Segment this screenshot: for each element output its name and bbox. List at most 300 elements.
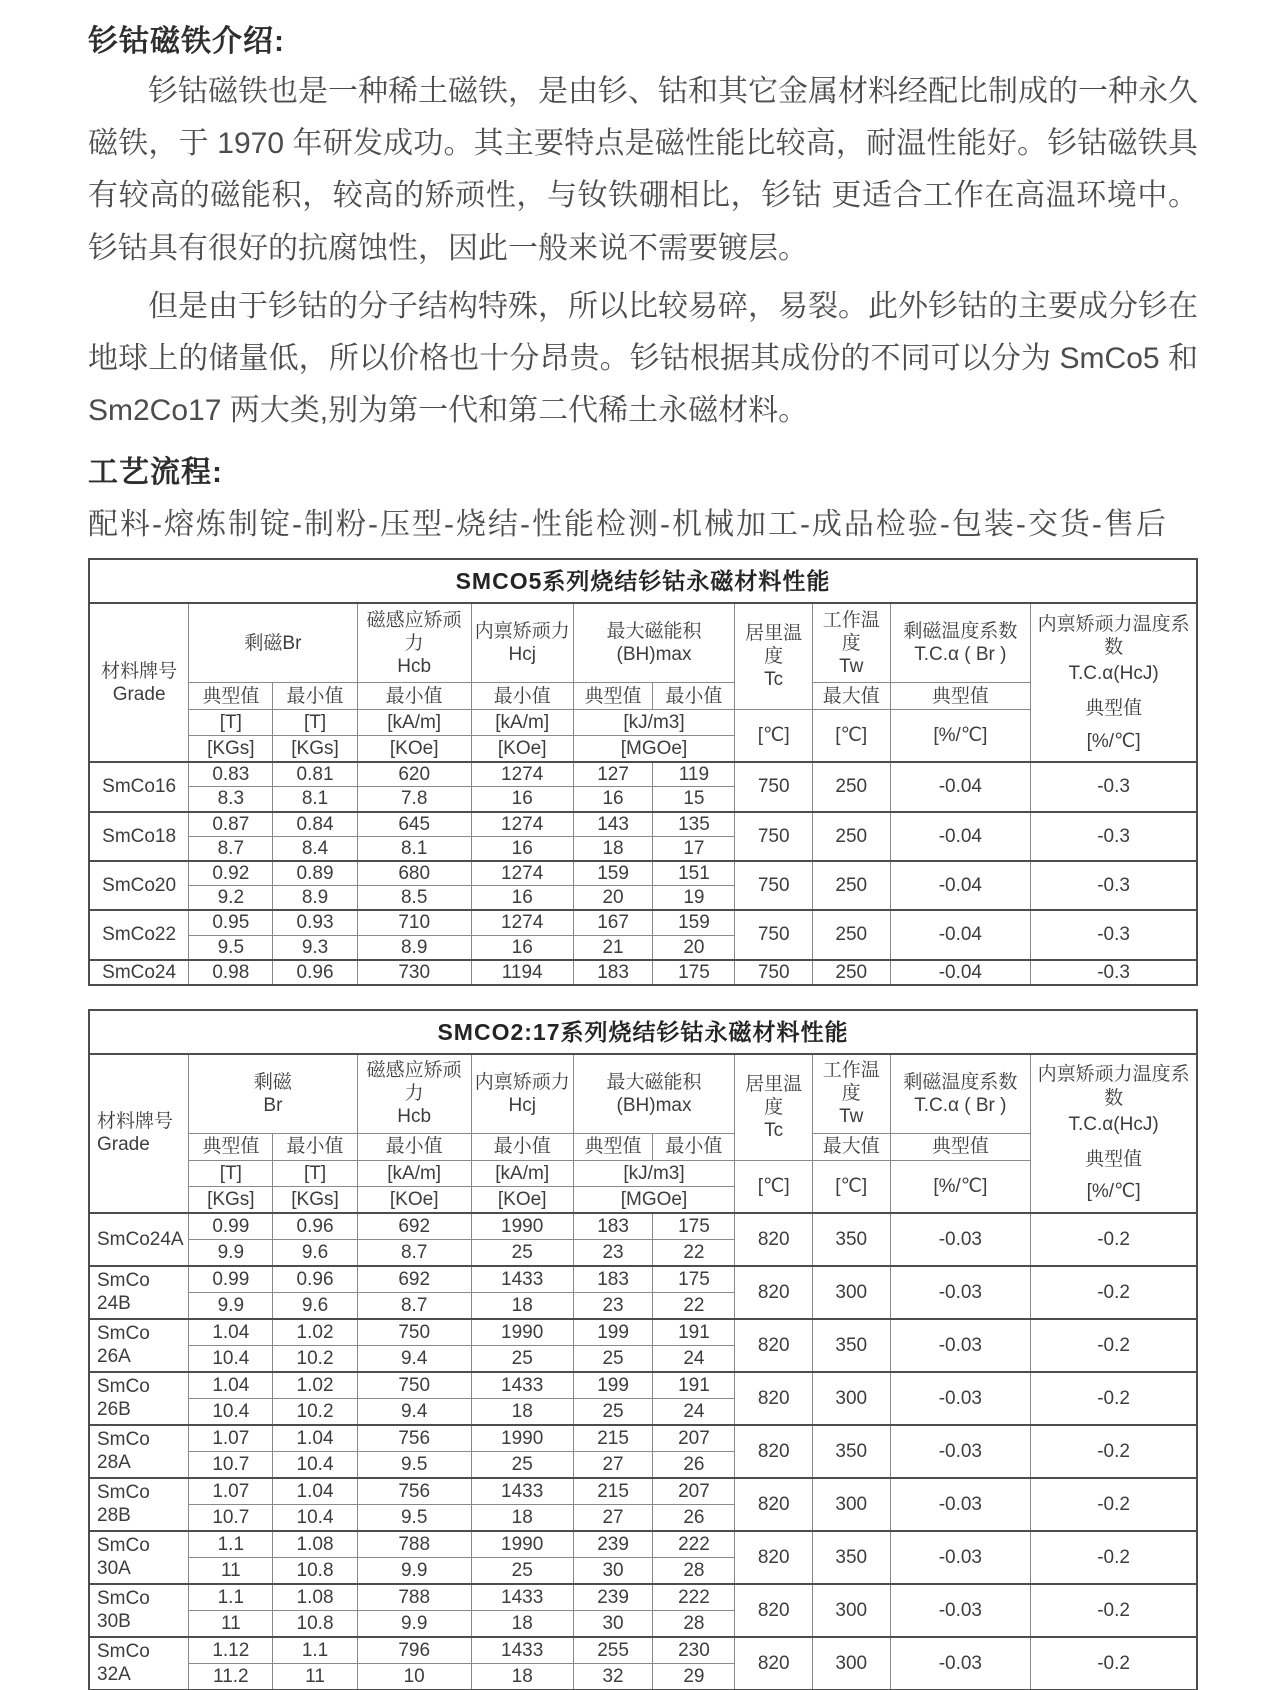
value-cell: 9.9 [189,1239,273,1266]
unit-cell: [℃] [812,1160,890,1213]
tca-br-cell: -0.04 [890,910,1031,959]
value-cell: 750 [357,1372,471,1399]
tca-hcj-cell: -0.3 [1031,960,1197,985]
value-cell: 151 [653,861,735,886]
tca-hcj-cell: -0.2 [1031,1372,1197,1425]
tc-cell: 820 [735,1266,813,1319]
value-cell: 11 [189,1610,273,1637]
unit-cell: [T] [273,710,357,736]
tc-cell: 820 [735,1478,813,1531]
tw-cell: 300 [812,1372,890,1425]
value-cell: 1.07 [189,1478,273,1505]
value-cell: 680 [357,861,471,886]
sub-label: 最小值 [273,683,357,710]
value-cell: 750 [357,1319,471,1346]
process-flow: 配料-熔炼制锭-制粉-压型-烧结-性能检测-机械加工-成品检验-包装-交货-售后 [88,508,1168,542]
value-cell: 8.9 [273,886,357,911]
tca-br-cell: -0.03 [890,1478,1031,1531]
value-cell: 8.1 [357,836,471,861]
value-cell: 1274 [471,812,573,837]
value-cell: 1.02 [273,1319,357,1346]
tca-hcj-cell: -0.3 [1031,762,1197,811]
tw-cell: 300 [812,1637,890,1690]
value-cell: 10.4 [273,1451,357,1478]
value-cell: 27 [573,1504,653,1531]
unit-cell: [KOe] [471,736,573,763]
value-cell: 10.4 [273,1504,357,1531]
col-header-tca-br: 剩磁温度系数 T.C.α ( Br ) [890,1054,1031,1134]
value-cell: 620 [357,762,471,787]
tca-br-cell: -0.03 [890,1319,1031,1372]
tca-br-cell: -0.03 [890,1584,1031,1637]
value-cell: 10.8 [273,1557,357,1584]
value-cell: 1.04 [189,1372,273,1399]
value-cell: 1.1 [189,1531,273,1558]
value-cell: 0.87 [189,812,273,837]
tw-cell: 300 [812,1584,890,1637]
unit-cell: [kA/m] [471,710,573,736]
value-cell: 222 [653,1531,735,1558]
value-cell: 25 [471,1345,573,1372]
value-cell: 16 [471,886,573,911]
value-cell: 207 [653,1425,735,1452]
value-cell: 183 [573,1213,653,1240]
unit-cell: [kA/m] [357,1160,471,1186]
tc-cell: 750 [735,861,813,910]
tc-cell: 820 [735,1584,813,1637]
value-cell: 255 [573,1637,653,1664]
tw-cell: 350 [812,1319,890,1372]
unit-cell: [KGs] [189,1186,273,1213]
value-cell: 1990 [471,1213,573,1240]
value-cell: 7.8 [357,787,471,812]
value-cell: 1274 [471,910,573,935]
value-cell: 11.2 [189,1663,273,1690]
value-cell: 22 [653,1292,735,1319]
value-cell: 0.81 [273,762,357,787]
tca-hcj-cell: -0.2 [1031,1213,1197,1266]
sub-label: 典型值 [890,683,1031,710]
col-header-bhmax: 最大磁能积 (BH)max [573,603,735,683]
value-cell: 21 [573,935,653,960]
table-title: SMCO2:17系列烧结钐钴永磁材料性能 [89,1010,1197,1054]
value-cell: 756 [357,1478,471,1505]
value-cell: 191 [653,1372,735,1399]
tca-br-cell: -0.03 [890,1637,1031,1690]
grade-cell: SmCo20 [89,861,189,910]
grade-cell: SmCo 32A [89,1637,189,1690]
value-cell: 10.7 [189,1451,273,1478]
grade-cell: SmCo 28B [89,1478,189,1531]
value-cell: 8.5 [357,886,471,911]
value-cell: 9.6 [273,1239,357,1266]
value-cell: 0.83 [189,762,273,787]
value-cell: 1.07 [189,1425,273,1452]
grade-cell: SmCo 26A [89,1319,189,1372]
tca-hcj-cell: -0.2 [1031,1637,1197,1690]
value-cell: 9.2 [189,886,273,911]
value-cell: 25 [573,1398,653,1425]
sub-label: 最大值 [812,683,890,710]
value-cell: 8.7 [189,836,273,861]
grade-cell: SmCo 28A [89,1425,189,1478]
value-cell: 22 [653,1239,735,1266]
value-cell: 1990 [471,1531,573,1558]
value-cell: 28 [653,1557,735,1584]
value-cell: 159 [653,910,735,935]
sub-label: 典型值 [573,683,653,710]
sub-label: 典型值 [189,1133,273,1160]
value-cell: 18 [471,1398,573,1425]
sub-label: 最小值 [357,1133,471,1160]
tw-cell: 350 [812,1531,890,1584]
value-cell: 27 [573,1451,653,1478]
value-cell: 159 [573,861,653,886]
tw-cell: 300 [812,1266,890,1319]
value-cell: 796 [357,1637,471,1664]
value-cell: 25 [471,1239,573,1266]
tca-hcj-cell: -0.3 [1031,910,1197,959]
value-cell: 215 [573,1425,653,1452]
value-cell: 28 [653,1610,735,1637]
value-cell: 1.12 [189,1637,273,1664]
value-cell: 239 [573,1584,653,1611]
value-cell: 1433 [471,1478,573,1505]
value-cell: 143 [573,812,653,837]
intro-paragraph-1: 钐钴磁铁也是一种稀土磁铁，是由钐、钴和其它金属材料经配比制成的一种永久磁铁，于 1970 年研发成功。其主要特点是磁性能比较高，耐温性能好。钐钴磁铁具有较高的磁能积，较高的矫顽性，与钕铁硼相比，钐钴 更适合工作在高温环境中。钐钴具有很好的抗腐蚀性，因此一般来说不需要镀层。 [88,75,1198,265]
tca-hcj-cell: -0.2 [1031,1266,1197,1319]
value-cell: 11 [189,1557,273,1584]
smco5-table-container [88,558,1198,986]
value-cell: 0.96 [273,1266,357,1293]
value-cell: 1.1 [189,1584,273,1611]
tca-br-cell: -0.03 [890,1531,1031,1584]
tc-cell: 820 [735,1319,813,1372]
sub-label: 典型值 [189,683,273,710]
sub-label: 最小值 [653,1133,735,1160]
value-cell: 175 [653,1213,735,1240]
value-cell: 1433 [471,1372,573,1399]
value-cell: 8.7 [357,1292,471,1319]
value-cell: 1274 [471,861,573,886]
unit-cell: [kA/m] [471,1160,573,1186]
value-cell: 0.92 [189,861,273,886]
value-cell: 0.99 [189,1266,273,1293]
tc-cell: 820 [735,1213,813,1266]
tw-cell: 300 [812,1478,890,1531]
col-header-br: 剩磁Br [189,603,357,683]
value-cell: 10.4 [189,1345,273,1372]
value-cell: 18 [471,1663,573,1690]
value-cell: 19 [653,886,735,911]
grade-cell: SmCo 24B [89,1266,189,1319]
grade-cell: SmCo24A [89,1213,189,1266]
tca-br-cell: -0.04 [890,861,1031,910]
value-cell: 175 [653,960,735,985]
value-cell: 20 [573,886,653,911]
value-cell: 9.4 [357,1345,471,1372]
unit-cell: [KOe] [471,1186,573,1213]
unit-cell: [kJ/m3] [573,710,735,736]
value-cell: 183 [573,960,653,985]
unit-cell: [T] [273,1160,357,1186]
value-cell: 135 [653,812,735,837]
unit-cell: [KOe] [357,736,471,763]
value-cell: 645 [357,812,471,837]
tca-hcj-cell: -0.2 [1031,1425,1197,1478]
value-cell: 1194 [471,960,573,985]
value-cell: 24 [653,1398,735,1425]
value-cell: 9.9 [357,1610,471,1637]
col-header-tw: 工作温度 Tw [812,1054,890,1134]
value-cell: 1.04 [273,1425,357,1452]
tca-hcj-cell: -0.2 [1031,1584,1197,1637]
tw-cell: 250 [812,910,890,959]
value-cell: 756 [357,1425,471,1452]
value-cell: 119 [653,762,735,787]
tw-cell: 250 [812,812,890,861]
col-header-br: 剩磁 Br [189,1054,357,1134]
process-heading: 工艺流程: [88,456,223,490]
col-header-tca-hcj: 内禀矫顽力温度系数 T.C.α(HcJ) 典型值 [%/℃] [1031,603,1197,762]
value-cell: 16 [471,836,573,861]
col-header-hcb: 磁感应矫顽力 Hcb [357,1054,471,1134]
sub-label: 最小值 [653,683,735,710]
grade-cell: SmCo 30B [89,1584,189,1637]
value-cell: 17 [653,836,735,861]
value-cell: 1274 [471,762,573,787]
unit-cell: [%/℃] [890,710,1031,763]
col-header-tca-br: 剩磁温度系数 T.C.α ( Br ) [890,603,1031,683]
value-cell: 0.95 [189,910,273,935]
value-cell: 0.98 [189,960,273,985]
spec-table [88,1009,1198,1690]
value-cell: 788 [357,1531,471,1558]
unit-cell: [kJ/m3] [573,1160,735,1186]
value-cell: 1990 [471,1319,573,1346]
tc-cell: 750 [735,960,813,985]
value-cell: 8.7 [357,1239,471,1266]
value-cell: 0.89 [273,861,357,886]
smco217-table-container [88,1009,1198,1690]
value-cell: 23 [573,1292,653,1319]
value-cell: 9.4 [357,1398,471,1425]
unit-cell: [KGs] [273,736,357,763]
value-cell: 26 [653,1451,735,1478]
tca-br-cell: -0.04 [890,762,1031,811]
value-cell: 183 [573,1266,653,1293]
tca-hcj-cell: -0.2 [1031,1478,1197,1531]
value-cell: 9.6 [273,1292,357,1319]
value-cell: 730 [357,960,471,985]
value-cell: 1.04 [189,1319,273,1346]
value-cell: 1433 [471,1584,573,1611]
value-cell: 0.96 [273,960,357,985]
sub-label: 典型值 [573,1133,653,1160]
value-cell: 692 [357,1266,471,1293]
sub-label: 典型值 [890,1133,1031,1160]
table-gap [88,986,1198,1009]
table-title: SMCO5系列烧结钐钴永磁材料性能 [89,559,1197,603]
unit-cell: [KOe] [357,1186,471,1213]
tca-br-cell: -0.04 [890,812,1031,861]
value-cell: 30 [573,1610,653,1637]
col-header-grade: 材料牌号 Grade [89,1054,189,1213]
value-cell: 10.2 [273,1345,357,1372]
value-cell: 175 [653,1266,735,1293]
value-cell: 16 [471,935,573,960]
value-cell: 692 [357,1213,471,1240]
tc-cell: 820 [735,1425,813,1478]
unit-cell: [MGOe] [573,1186,735,1213]
unit-cell: [℃] [812,710,890,763]
unit-cell: [℃] [735,1160,813,1213]
spec-table [88,558,1198,986]
col-header-tca-hcj: 内禀矫顽力温度系数 T.C.α(HcJ) 典型值 [%/℃] [1031,1054,1197,1213]
value-cell: 10.7 [189,1504,273,1531]
value-cell: 10.4 [189,1398,273,1425]
value-cell: 18 [573,836,653,861]
value-cell: 230 [653,1637,735,1664]
value-cell: 23 [573,1239,653,1266]
tw-cell: 350 [812,1425,890,1478]
intro-heading: 钐钴磁铁介绍: [88,25,285,58]
grade-cell: SmCo22 [89,910,189,959]
value-cell: 26 [653,1504,735,1531]
unit-cell: [KGs] [273,1186,357,1213]
value-cell: 1.08 [273,1584,357,1611]
tw-cell: 350 [812,1213,890,1266]
sub-label: 最小值 [273,1133,357,1160]
tca-hcj-cell: -0.2 [1031,1319,1197,1372]
value-cell: 11 [273,1663,357,1690]
unit-cell: [%/℃] [890,1160,1031,1213]
value-cell: 25 [471,1557,573,1584]
value-cell: 9.5 [357,1451,471,1478]
col-header-hcj: 内禀矫顽力 Hcj [471,1054,573,1134]
value-cell: 20 [653,935,735,960]
tca-br-cell: -0.03 [890,1425,1031,1478]
unit-cell: [T] [189,710,273,736]
value-cell: 1990 [471,1425,573,1452]
value-cell: 1433 [471,1637,573,1664]
value-cell: 9.5 [189,935,273,960]
value-cell: 1433 [471,1266,573,1293]
value-cell: 0.96 [273,1213,357,1240]
value-cell: 1.1 [273,1637,357,1664]
value-cell: 25 [573,1345,653,1372]
value-cell: 18 [471,1292,573,1319]
value-cell: 0.84 [273,812,357,837]
grade-cell: SmCo 30A [89,1531,189,1584]
value-cell: 788 [357,1584,471,1611]
grade-cell: SmCo18 [89,812,189,861]
value-cell: 199 [573,1319,653,1346]
col-header-bhmax: 最大磁能积 (BH)max [573,1054,735,1134]
value-cell: 16 [471,787,573,812]
value-cell: 207 [653,1478,735,1505]
tw-cell: 250 [812,762,890,811]
tc-cell: 750 [735,910,813,959]
unit-cell: [MGOe] [573,736,735,763]
tc-cell: 820 [735,1531,813,1584]
value-cell: 8.1 [273,787,357,812]
unit-cell: [kA/m] [357,710,471,736]
value-cell: 24 [653,1345,735,1372]
value-cell: 25 [471,1451,573,1478]
value-cell: 18 [471,1504,573,1531]
unit-cell: [℃] [735,710,813,763]
grade-cell: SmCo16 [89,762,189,811]
value-cell: 30 [573,1557,653,1584]
value-cell: 710 [357,910,471,935]
col-header-tw: 工作温度 Tw [812,603,890,683]
tca-br-cell: -0.03 [890,1266,1031,1319]
value-cell: 239 [573,1531,653,1558]
col-header-hcj: 内禀矫顽力 Hcj [471,603,573,683]
grade-cell: SmCo24 [89,960,189,985]
value-cell: 1.02 [273,1372,357,1399]
tca-hcj-cell: -0.3 [1031,812,1197,861]
value-cell: 0.93 [273,910,357,935]
value-cell: 167 [573,910,653,935]
col-header-hcb: 磁感应矫顽力 Hcb [357,603,471,683]
tw-cell: 250 [812,960,890,985]
value-cell: 0.99 [189,1213,273,1240]
value-cell: 1.04 [273,1478,357,1505]
tc-cell: 820 [735,1637,813,1690]
value-cell: 9.3 [273,935,357,960]
tc-cell: 750 [735,812,813,861]
tca-hcj-cell: -0.2 [1031,1531,1197,1584]
sub-label: 最大值 [812,1133,890,1160]
sub-label: 最小值 [471,683,573,710]
value-cell: 222 [653,1584,735,1611]
tca-br-cell: -0.04 [890,960,1031,985]
unit-cell: [T] [189,1160,273,1186]
value-cell: 10.2 [273,1398,357,1425]
value-cell: 8.9 [357,935,471,960]
value-cell: 18 [471,1610,573,1637]
value-cell: 9.9 [189,1292,273,1319]
col-header-tc: 居里温度 Tc [735,1054,813,1161]
value-cell: 1.08 [273,1531,357,1558]
tc-cell: 750 [735,762,813,811]
value-cell: 15 [653,787,735,812]
value-cell: 9.9 [357,1557,471,1584]
tca-br-cell: -0.03 [890,1372,1031,1425]
value-cell: 8.4 [273,836,357,861]
value-cell: 10 [357,1663,471,1690]
value-cell: 8.3 [189,787,273,812]
value-cell: 127 [573,762,653,787]
col-header-tc: 居里温度 Tc [735,603,813,710]
value-cell: 32 [573,1663,653,1690]
value-cell: 10.8 [273,1610,357,1637]
grade-cell: SmCo 26B [89,1372,189,1425]
col-header-grade: 材料牌号 Grade [89,603,189,762]
value-cell: 215 [573,1478,653,1505]
intro-paragraph-2: 但是由于钐钴的分子结构特殊，所以比较易碎，易裂。此外钐钴的主要成分钐在地球上的储量低，所以价格也十分昂贵。钐钴根据其成份的不同可以分为 SmCo5 和 Sm2Co17 两大类,别为第一代和第二代稀土永磁材料。 [88,289,1198,428]
value-cell: 9.5 [357,1504,471,1531]
unit-cell: [KGs] [189,736,273,763]
value-cell: 199 [573,1372,653,1399]
value-cell: 16 [573,787,653,812]
sub-label: 最小值 [471,1133,573,1160]
tca-br-cell: -0.03 [890,1213,1031,1266]
value-cell: 191 [653,1319,735,1346]
tw-cell: 250 [812,861,890,910]
